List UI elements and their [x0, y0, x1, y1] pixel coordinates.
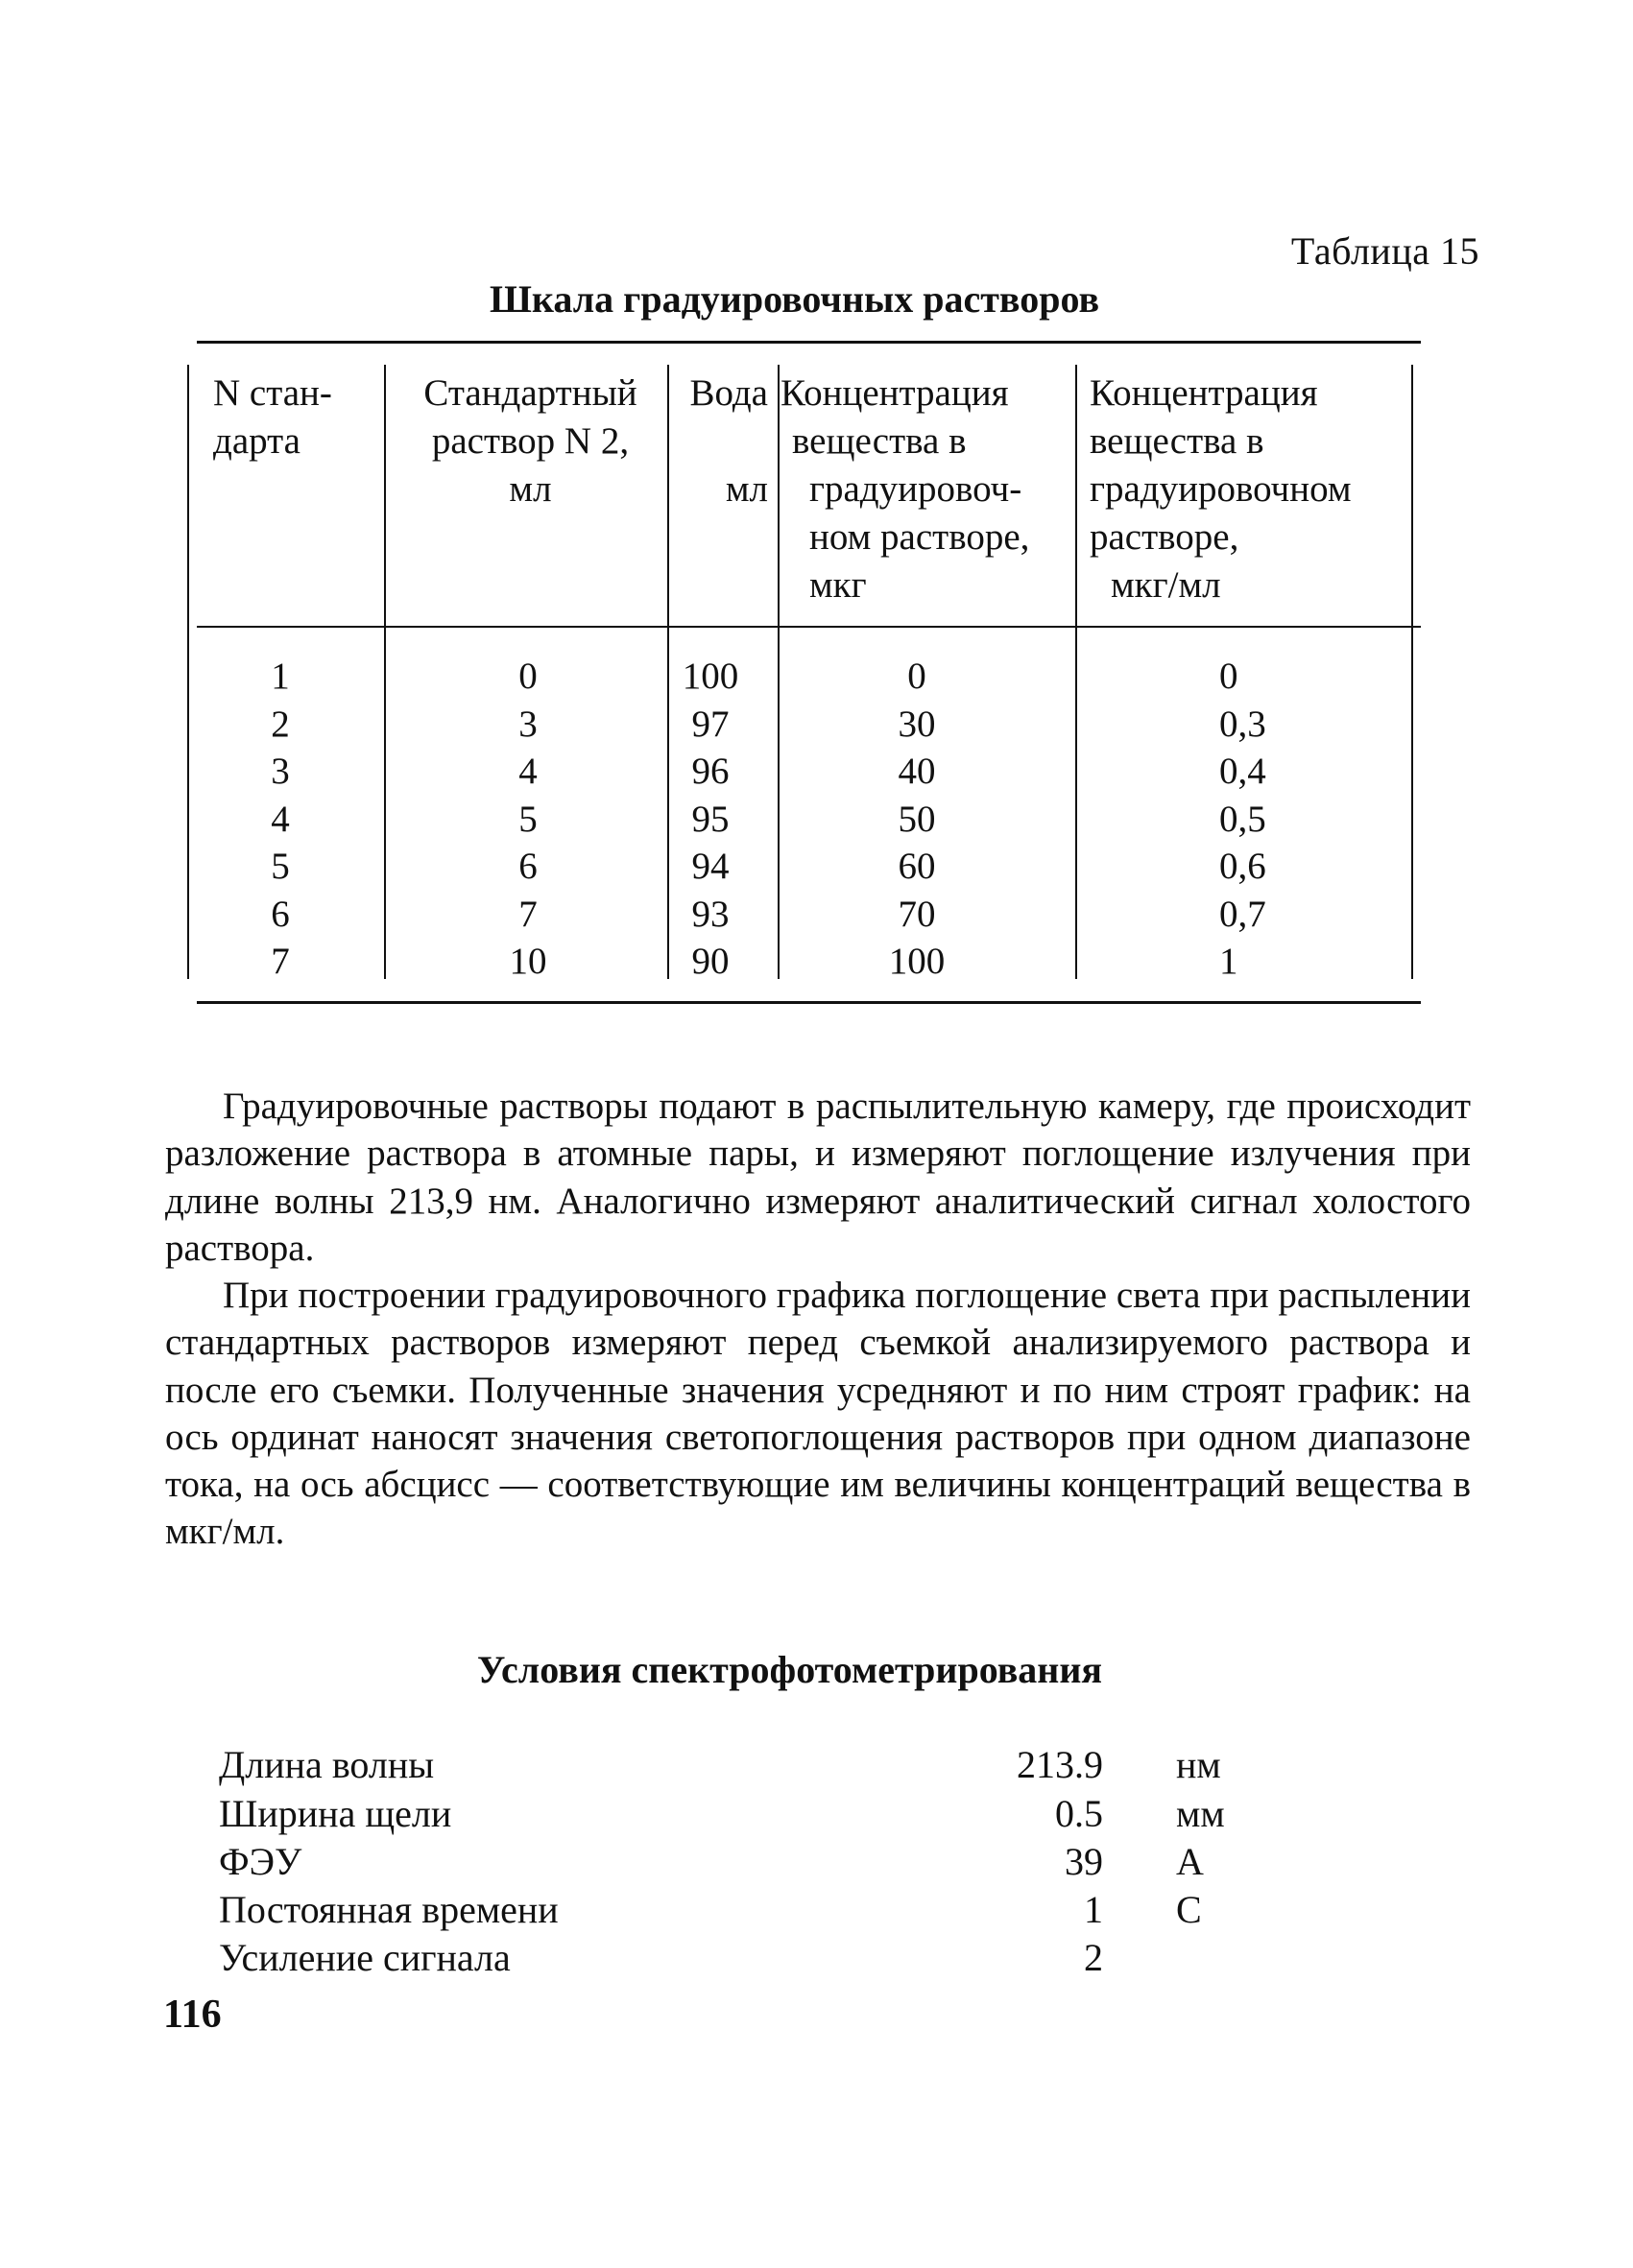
- body-paragraph-1: Градуировочные растворы подают в распылительную камеру, где происходит разложение раствора в атомные пары, и измеряют поглощение излучения при длине волны 213,9 нм. Аналогично измеряют аналитический сигнал холостого раствора.: [165, 1086, 1471, 1269]
- table-header-rule: [197, 626, 1421, 628]
- table-cell: 90: [691, 941, 730, 982]
- table-cell: 6: [271, 893, 290, 935]
- table-header-standard-number: N стан- дарта: [213, 372, 332, 462]
- table-cell: 0,3: [1219, 703, 1266, 745]
- table-cell: 97: [691, 703, 730, 745]
- table-cell: 95: [691, 798, 730, 840]
- table-column-stock-solution: [490, 653, 566, 986]
- table-cell: 0: [907, 656, 926, 697]
- table-cell: 1: [271, 656, 290, 697]
- table-cell: 100: [682, 656, 739, 697]
- table-cell: 0: [1219, 656, 1238, 697]
- table-cell: 0,5: [1219, 798, 1266, 840]
- table-column-standard-number: [252, 653, 309, 986]
- body-paragraph-2: При построении градуировочного графика поглощение света при распылении стандартных растворов измеряют перед съемкой анализируемого раствора и после его съемки. Полученные значения усредняют и по ним строят график: на ось ординат наносят значения светопоглощения растворов при одном диапазоне тока, на ось абсцисс — соответствующие им величины концентраций вещества в мкг/мл.: [165, 1275, 1471, 1553]
- table-cell: 0: [518, 656, 538, 697]
- condition-row: [0, 1935, 1633, 1983]
- table-bottom-rule: [197, 1001, 1421, 1004]
- page-number: 116: [163, 1993, 222, 2037]
- condition-value: 213.9: [1017, 1743, 1103, 1786]
- column-separator: [1075, 365, 1077, 979]
- table-header-concentration-mkg: Концентрация вещества в градуировоч- ном растворе, мкг: [780, 372, 1030, 606]
- table-column-concentration-mkg: [869, 653, 965, 986]
- condition-row: [0, 1742, 1633, 1790]
- table-cell: 10: [509, 941, 547, 982]
- column-separator: [667, 365, 669, 979]
- table-left-border: [187, 365, 189, 979]
- condition-label: ФЭУ: [219, 1840, 302, 1883]
- condition-label: Ширина щели: [219, 1792, 452, 1835]
- condition-label: Постоянная времени: [219, 1888, 559, 1931]
- table-cell: 5: [271, 846, 290, 887]
- condition-value: 39: [1065, 1840, 1103, 1883]
- condition-value: 2: [1084, 1936, 1103, 1979]
- table-right-border: [1411, 365, 1413, 979]
- table-cell: 1: [1219, 941, 1238, 982]
- table-cell: 70: [898, 893, 936, 935]
- column-separator: [778, 365, 780, 979]
- table-cell: 3: [518, 703, 538, 745]
- table-header-concentration-mkg-per-ml: Концентрация вещества в градуировочном растворе, мкг/мл: [1090, 372, 1352, 606]
- table-cell: 0,7: [1219, 893, 1266, 935]
- condition-unit: С: [1176, 1888, 1202, 1931]
- table-cell: 94: [691, 846, 730, 887]
- condition-unit: нм: [1176, 1743, 1221, 1786]
- condition-row: [0, 1791, 1633, 1839]
- table-cell: 93: [691, 893, 730, 935]
- table-cell: 0,6: [1219, 846, 1266, 887]
- condition-row: [0, 1887, 1633, 1935]
- table-header-stock-solution: Стандартный раствор N 2, мл: [423, 372, 637, 510]
- table-cell: 50: [898, 798, 936, 840]
- table-cell: 3: [271, 751, 290, 792]
- table-cell: 7: [271, 941, 290, 982]
- table-column-water: [672, 653, 749, 986]
- table-cell: 4: [518, 751, 538, 792]
- conditions-title: Условия спектрофотометрирования: [477, 1648, 1103, 1691]
- table-number-label: Таблица 15: [1290, 229, 1479, 273]
- table-cell: 0,4: [1219, 751, 1266, 792]
- table-title: Шкала градуировочных растворов: [490, 277, 1100, 321]
- table-cell: 4: [271, 798, 290, 840]
- table-cell: 6: [518, 846, 538, 887]
- table-cell: 40: [898, 751, 936, 792]
- table-cell: 96: [691, 751, 730, 792]
- table-cell: 60: [898, 846, 936, 887]
- condition-value: 0.5: [1055, 1792, 1103, 1835]
- condition-label: Усиление сигнала: [219, 1936, 511, 1979]
- condition-unit: мм: [1176, 1792, 1225, 1835]
- condition-label: Длина волны: [219, 1743, 435, 1786]
- condition-value: 1: [1084, 1888, 1103, 1931]
- table-cell: 30: [898, 703, 936, 745]
- table-cell: 5: [518, 798, 538, 840]
- table-column-concentration-mkg-per-ml: [1219, 653, 1296, 986]
- table-header-water: Вода мл: [689, 372, 768, 510]
- table-cell: 7: [518, 893, 538, 935]
- table-cell: 2: [271, 703, 290, 745]
- condition-unit: А: [1176, 1840, 1204, 1883]
- table-cell: 100: [888, 941, 946, 982]
- column-separator: [384, 365, 386, 979]
- table-top-rule: [197, 341, 1421, 344]
- condition-row: [0, 1839, 1633, 1887]
